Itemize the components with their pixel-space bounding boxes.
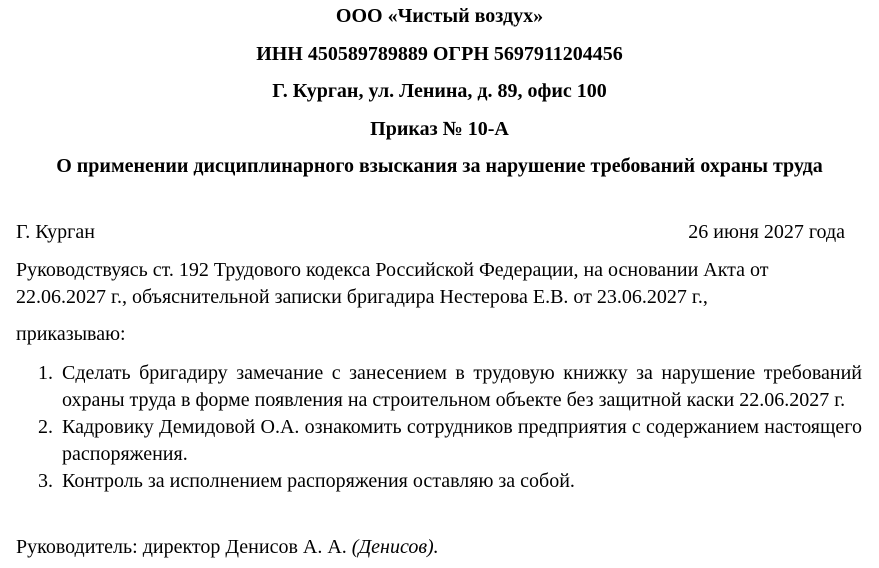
list-item-number: 2.	[38, 416, 53, 438]
company-name: ООО «Чистый воздух»	[335, 5, 544, 27]
company-address: Г. Курган, ул. Ленина, д. 89, офис 100	[272, 80, 607, 102]
order-directive-word: приказываю:	[16, 323, 126, 345]
order-title: О применении дисциплинарного взыскания за нарушение требований охраны труда	[56, 155, 823, 177]
list-item-text: Кадровику Демидовой О.А. ознакомить сотрудников предприятия с содержанием настоящего распоряжения.	[62, 416, 862, 465]
order-number: Приказ № 10-А	[370, 118, 509, 140]
order-city: Г. Курган	[16, 221, 95, 243]
list-item	[38, 360, 862, 414]
list-item-number: 1.	[38, 362, 53, 384]
list-item	[38, 414, 862, 468]
list-item-text: Сделать бригадиру замечание с занесением в трудовую книжку за нарушение требований охраны труда в форме появления на строительном объекте без защитной каски 22.06.2027 г.	[62, 362, 862, 411]
handwritten-signature: (Денисов).	[351, 536, 439, 558]
order-items-list	[38, 360, 862, 495]
order-date: 26 июня 2027 года	[688, 221, 845, 243]
signature-line	[16, 534, 439, 561]
signature-label: Руководитель: директор Денисов А. А.	[16, 536, 347, 558]
list-item	[38, 468, 862, 495]
list-item-number: 3.	[38, 470, 53, 492]
company-registration-ids: ИНН 450589789889 ОГРН 5697911204456	[256, 43, 623, 65]
list-item-text: Контроль за исполнением распоряжения оставляю за собой.	[62, 470, 575, 492]
order-basis-paragraph: Руководствуясь ст. 192 Трудового кодекса Российской Федерации, на основании Акта от 22.06.2027 г., объяснительной записки бригадира Нестерова Е.В. от 23.06.2027 г.,	[16, 259, 769, 308]
